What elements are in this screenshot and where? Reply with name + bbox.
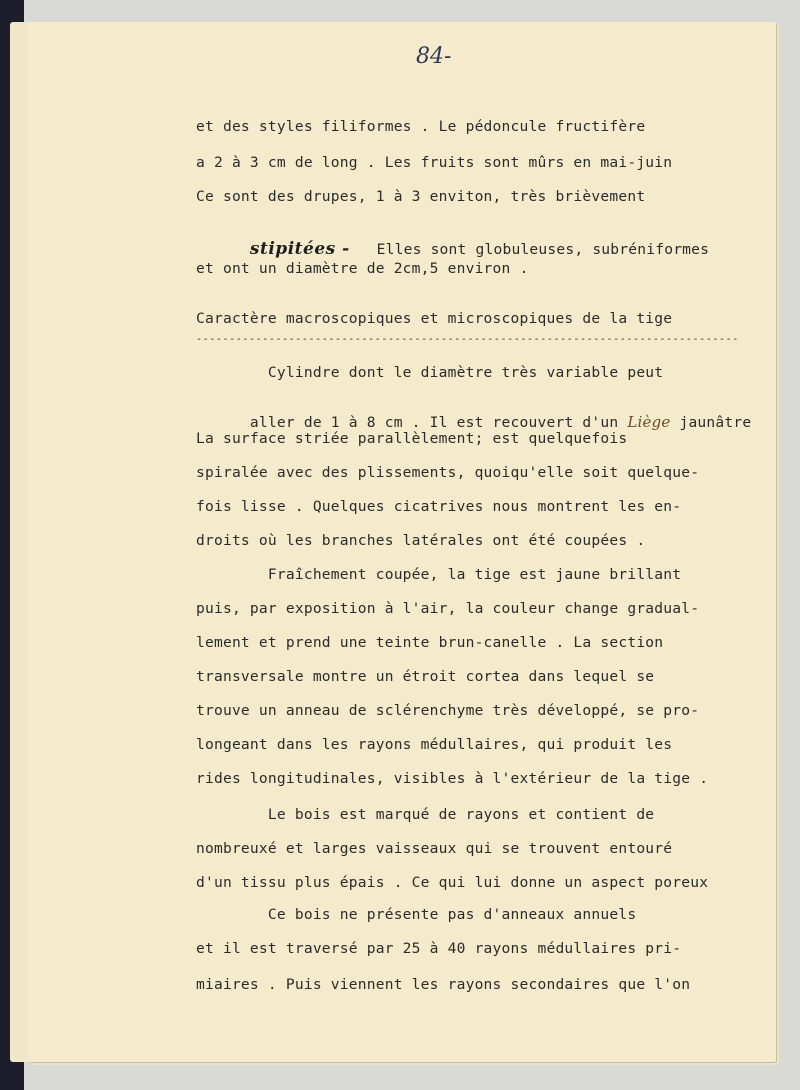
text-line: et des styles filiformes . Le pédoncule fructifère [196,118,646,135]
text-line: droits où les branches latérales ont été coupées . [196,532,646,549]
text-line: puis, par exposition à l'air, la couleur change gradual- [196,600,700,617]
text-line: lement et prend une teinte brun-canelle . La section [196,634,664,651]
document-page [28,22,776,1062]
text-line: et ont un diamètre de 2cm,5 environ . [196,260,529,277]
handwritten-insertion: stipitées - [249,239,350,259]
text-line: d'un tissu plus épais . Ce qui lui donne un aspect poreux [196,874,709,891]
text-line: rides longitudinales, visibles à l'extérieur de la tige . [196,770,709,787]
text-line: Cylindre dont le diamètre très variable peut [196,364,664,381]
text-line: miaires . Puis viennent les rayons secondaires que l'on [196,976,691,993]
text-line-end: jaunâtre [670,414,752,431]
text-line: Ce bois ne présente pas d'anneaux annuels [196,906,637,923]
section-heading: Caractère macroscopiques et microscopiques de la tige [196,310,673,327]
text-line: transversale montre un étroit cortea dans lequel se [196,668,655,685]
text-line: et il est traversé par 25 à 40 rayons médullaires pri- [196,940,682,957]
text-line-rest: Elles sont globuleuses, subréniformes [349,241,710,258]
text-line: a 2 à 3 cm de long . Les fruits sont mûrs en mai-juin [196,154,673,171]
text-line: La surface striée parallèlement; est quelquefois [196,430,628,447]
text-line: Le bois est marqué de rayons et contient de [196,806,655,823]
handwritten-correction: Liège [627,413,671,431]
text-line-start: aller de 1 à 8 cm . Il est recouvert d'un [249,414,628,431]
text-line: longeant dans les rayons médullaires, qui produit les [196,736,673,753]
text-line: nombreuxé et larges vaisseaux qui se trouvent entouré [196,840,673,857]
heading-dashed-rule: ---------------------------------------------------------------------------------- [196,334,739,345]
text-line: Ce sont des drupes, 1 à 3 enviton, très brièvement [196,188,646,205]
text-line: Fraîchement coupée, la tige est jaune brillant [196,566,682,583]
text-line: trouve un anneau de sclérenchyme très développé, se pro- [196,702,700,719]
text-line: spiralée avec des plissements, quoiqu'elle soit quelque- [196,464,700,481]
page-number: 84- [416,44,452,69]
text-line: fois lisse . Quelques cicatrives nous montrent les en- [196,498,682,515]
